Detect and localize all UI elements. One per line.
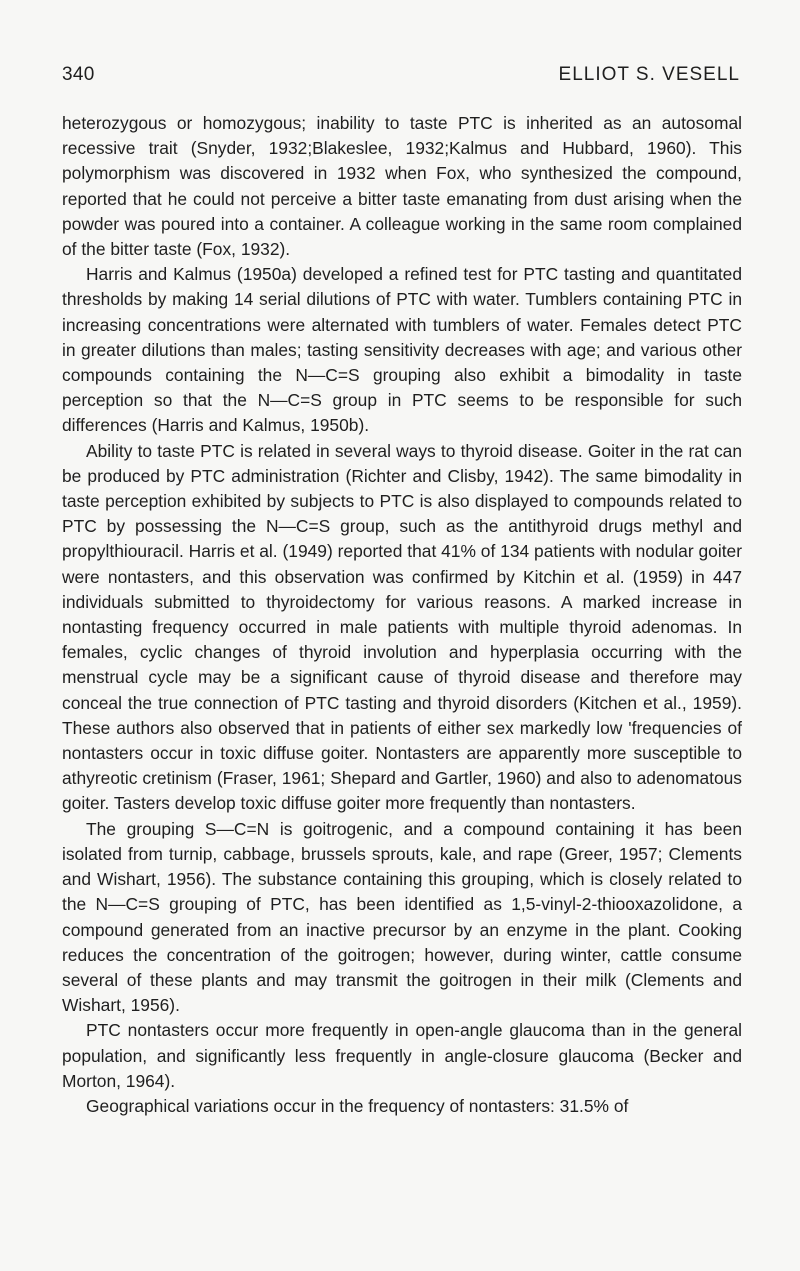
paragraph: The grouping S—C=N is goitrogenic, and a compound containing it has been isolated from turnip, cabbage, brussels sprouts, kale, and rape (Greer, 1957; Clements and Wishart, 1956). The substance containing this grouping, which is closely related to the N—C=S grouping of PTC, has been identified as 1,5-vinyl-2-thiooxazolidone, a compound generated from an inactive precursor by an enzyme in the plant. Cooking reduces the concentration of the goitrogen; however, during winter, cattle consume several of these plants and may transmit the goitrogen in their milk (Clements and Wishart, 1956). — [62, 818, 742, 1016]
paragraph: Geographical variations occur in the frequency of nontasters: 31.5% of — [86, 1095, 629, 1116]
body-text — [62, 111, 742, 1119]
paragraph: PTC nontasters occur more frequently in open-angle glaucoma than in the general population, and significantly less frequently in angle-closure glaucoma (Becker and Morton, 1964). — [62, 1020, 742, 1091]
running-header — [62, 64, 740, 92]
paragraph: Ability to taste PTC is related in several ways to thyroid disease. Goiter in the rat can be produced by PTC administration (Richter and Clisby, 1942). The same bimodality in taste perception exhibited by subjects to PTC is also displayed to compounds related to PTC by possessing the N—C=S group, such as the antithyroid drugs methyl and propylthiouracil. Harris et al. (1949) reported that 41% of 134 patients with nodular goiter were nontasters, and this observation was confirmed by Kitchin et al. (1959) in 447 individuals submitted to thyroidectomy for various reasons. A marked increase in nontasting frequency occurred in male patients with multiple thyroid adenomas. In females, cyclic changes of thyroid involution and hyperplasia occurring with the menstrual cycle may be a significant cause of thyroid disease and therefore may conceal the true connection of PTC tasting and thyroid disorders (Kitchen et al., 1959). These authors also observed that in patients of either sex markedly low 'frequencies of nontasters occur in toxic diffuse goiter. Nontasters are apparently more susceptible to athyreotic cretinism (Fraser, 1961; Shepard and Gartler, 1960) and also to adenomatous goiter. Tasters develop toxic diffuse goiter more frequently than nontasters. — [62, 440, 742, 814]
running-head-author: ELLIOT S. VESELL — [558, 64, 740, 85]
page-number: 340 — [62, 64, 95, 85]
paragraph: heterozygous or homozygous; inability to taste PTC is inherited as an autosomal recessive trait (Snyder, 1932;Blakeslee, 1932;Kalmus and Hubbard, 1960). This polymorphism was discovered in 1932 when Fox, who synthesized the compound, reported that he could not perceive a bitter taste emanating from dust arising when the powder was poured into a container. A colleague working in the same room complained of the bitter taste (Fox, 1932). — [62, 113, 742, 260]
paragraph: Harris and Kalmus (1950a) developed a refined test for PTC tasting and quantitated thresholds by making 14 serial dilutions of PTC with water. Tumblers containing PTC in increasing concentrations were alternated with tumblers of water. Females detect PTC in greater dilutions than males; tasting sensitivity decreases with age; and various other compounds containing the N—C=S grouping also exhibit a bimodality in taste perception so that the N—C=S group in PTC seems to be responsible for such differences (Harris and Kalmus, 1950b). — [62, 264, 742, 436]
